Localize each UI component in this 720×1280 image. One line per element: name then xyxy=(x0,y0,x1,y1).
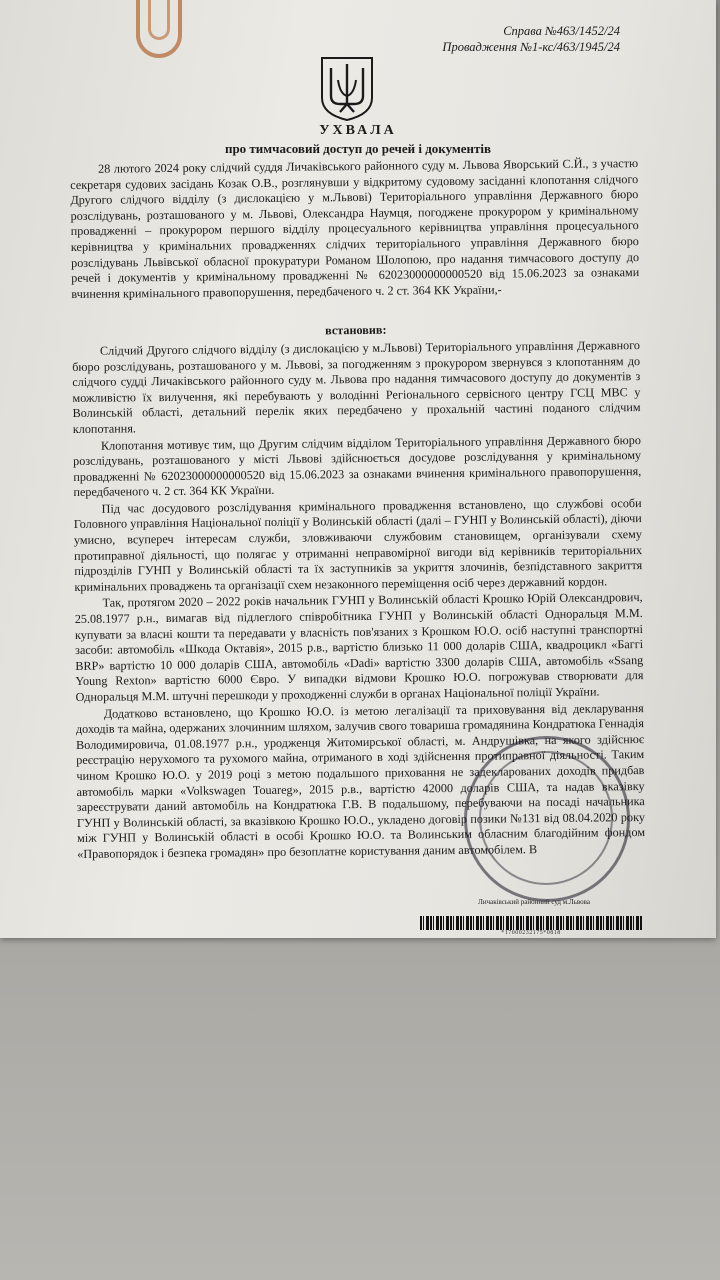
case-number: Справа №463/1452/24 xyxy=(503,24,620,38)
proceeding-number: Провадження №1-кс/463/1945/24 xyxy=(442,40,620,54)
established-heading: встановив: xyxy=(324,323,387,338)
paragraph-4: Так, протягом 2020 – 2022 років начальник ГУНП у Волинській області Крошко Юрій Олександрович, 25.08.1977 р.н., вимагав від підлеглого співробітника ГУНП у Волинській області Одноральця М.М. купувати за власні кошти та передавати у власність пов'язаних з Крошком Ю.О. осіб наступні транспортні засоби: автомобіль «Шкода Октавія», 2015 р.в., вартістю близько 11 000 доларів США, квадроцикл «Баггі BRP» вартістю 10 000 доларів США, автомобіль «Dadi» вартістю 3300 доларів США, автомобіль «Ssang Young Rexton» вартістю 6000 Євро. У випадки відмови Крошко Ю.О. погрожував створювати для Одноральця М.М. штучні перешкоди у проходженні служби в органах Національної поліції України. xyxy=(74,590,644,704)
paragraph-2: Клопотання мотивує тим, що Другим слідчим відділом Територіального управління Державного бюро розслідувань, розташованого у місті Львові здійснюється досудове розслідування у кримінальному провадженні № 62023000000000520 від 15.06.2023 за ознаками вчинення кримінального правопорушення, передбаченого ч. 2 ст. 364 КК України. xyxy=(73,432,642,500)
paragraph-3: Під час досудового розслідування кримінального провадження встановлено, що службові особи Головного управління Національної поліції у Волинській області (далі – ГУНП у Волинській області), діючи умисно, всупереч інтересам служби, зловживаючи службовим становищем, організували схему протиправної діяльності, що полягає у отриманні неправомірної вигоди від керівників територіальних підрозділів ГУНП у Волинській області та їх заступників за укриття злочинів, безпідставного закриття кримінальних проваджень та організації схем незаконного переміщення осіб через державний кордон. xyxy=(73,495,643,594)
trident-coat-of-arms-icon xyxy=(320,56,374,122)
document-type-title: УХВАЛА xyxy=(319,123,397,138)
paragraph-5: Додатково встановлено, що Крошко Ю.О. із метою легалізації та приховування від декларування доходів та майна, одержаних злочинним шляхом, залучив свого товариша громадянина Кондратюка Геннадія Володимировича, 01.08.1977 р.н., уродженця Житомирської області, м. Андрушівка, на якого здійснює реєстрацію нерухомого та рухомого майна, отриманого в ході здійснення протиправної діяльності. Таким чином Крошко Ю.О. у 2019 році з метою подальшого приховання не задекларованих доходів придбав автомобіль марки «Volkswagen Touareg», 2015 р.в., вартістю 42000 доларів США, та надав вказівку зареєструвати даний автомобіль на Кондратюка Г.В. В подальшому, перебуваючи на посаді начальника ГУНП у Волинській області, за вказівкою Крошко Ю.О., укладено договір позики №131 від 08.04.2020 року між ГУНП у Волинській області в особі Крошко Ю.О. та Волинським обласним благодійним фондом «Правопорядок і безпека громадян» про безоплатне користування даним автомобілем. В xyxy=(75,700,646,861)
barcode xyxy=(420,916,642,930)
intro-paragraph: 28 лютого 2024 року слідчий суддя Личаківського районного суду м. Львова Яворський С.Й., з участю секретаря судових засідань Козак О.В., розглянувши у відкритому судовому засіданні клопотання слідчого Другого слідчого відділу (з дислокацією у м.Львові) Територіального управління Державного бюро розслідувань, розташованого у м. Львові, Олександра Наумця, погоджене прокурором у кримінальному провадженні – прокурором першого відділу процесуального керівництва управління процесуального керівництва у кримінальних провадженнях слідчих територіального управління Державного бюро розслідувань Львівської обласної прокуратури Романом Шолопою, про надання тимчасового доступу до речей і документів у кримінальному провадженні № 62023000000000520 від 15.06.2023 за ознаками вчинення кримінального правопорушення, передбаченого ч. 2 ст. 364 КК України,- xyxy=(70,156,640,301)
paper-clip-inner-icon xyxy=(148,0,170,40)
stamp-label: Личаківський районний суд м.Львова xyxy=(478,898,590,906)
document-subject: про тимчасовий доступ до речей і документів xyxy=(224,141,492,156)
barcode-number: *17000232175*0818 xyxy=(501,930,561,936)
court-seal-stamp xyxy=(464,736,630,902)
paragraph-1: Слідчий Другого слідчого відділу (з дислокацією у м.Львові) Територіального управління Державного бюро розслідувань, розташованого у м. Львові, за погодженням з прокурором звернувся з клопотанням до слідчого судді Личаківського районного суду м. Львова про надання тимчасового доступу до документів з можливістю їх вилучення, які перебувають у володінні Регіонального сервісного центру ГСЦ МВС у Волинській області, детальний перелік яких передбачено у прохальній частині поданого слідчим клопотання. xyxy=(72,337,641,436)
